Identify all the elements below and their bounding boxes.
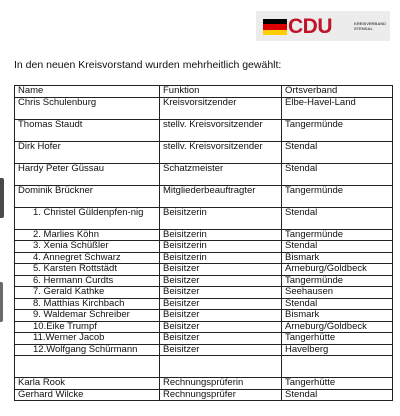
table-row [15, 264, 393, 276]
cell-name: Hardy Peter Güssau [15, 163, 160, 185]
cell-funktion: Beisitzer [160, 287, 282, 299]
cell-name: 11.Werner Jacob [15, 333, 160, 345]
cell-funktion [160, 356, 282, 378]
cell-name: Thomas Staudt [15, 119, 160, 141]
table-row [15, 119, 393, 141]
cell-ortsverband: Tangerhütte [282, 378, 393, 390]
cell-ortsverband: Bismark [282, 252, 393, 264]
cell-funktion: stellv. Kreisvorsitzender [160, 141, 282, 163]
window-edge-handle[interactable] [0, 178, 4, 218]
column-header-ortsverband: Ortsverband [282, 86, 393, 98]
cell-ortsverband: Stendal [282, 298, 393, 310]
cell-funktion: Rechnungsprüfer [160, 389, 282, 401]
table-row [15, 378, 393, 390]
cell-ortsverband: Bismark [282, 310, 393, 322]
column-header-name: Name [15, 86, 160, 98]
cell-ortsverband: Arneburg/Goldbeck [282, 321, 393, 333]
table-header-row [15, 86, 393, 98]
cell-funktion: Beisitzerin [160, 252, 282, 264]
cell-ortsverband: Seehausen [282, 287, 393, 299]
cell-name: Dirk Hofer [15, 141, 160, 163]
cell-ortsverband: Tangermünde [282, 185, 393, 207]
cell-ortsverband: Tangermünde [282, 119, 393, 141]
intro-text: In den neuen Kreisvorstand wurden mehrheitlich gewählt: [14, 59, 282, 71]
cell-funktion: Beisitzer [160, 310, 282, 322]
cell-funktion: Rechnungsprüferin [160, 378, 282, 390]
table-row [15, 344, 393, 356]
cell-funktion: Beisitzer [160, 264, 282, 276]
cell-name: Dominik Brückner [15, 185, 160, 207]
cell-funktion: Beisitzerin [160, 241, 282, 253]
column-header-funktion: Funktion [160, 86, 282, 98]
cell-ortsverband [282, 356, 393, 378]
cdu-logo-subline: KREISVERBAND STENDAL [354, 21, 387, 31]
table-row [15, 287, 393, 299]
cell-name [15, 356, 160, 378]
german-flag-icon [263, 19, 287, 35]
cdu-logo [256, 11, 390, 41]
cell-name: 6. Hermann Curdts [15, 275, 160, 287]
cell-ortsverband: Stendal [282, 241, 393, 253]
cell-ortsverband: Arneburg/Goldbeck [282, 264, 393, 276]
cell-name: 9. Waldemar Schreiber [15, 310, 160, 322]
table-row [15, 241, 393, 253]
cell-funktion: Beisitzer [160, 321, 282, 333]
cell-name: Chris Schulenburg [15, 97, 160, 119]
cell-name: 4. Annegret Schwarz [15, 252, 160, 264]
cell-ortsverband: Stendal [282, 207, 393, 229]
table-row [15, 389, 393, 401]
table-row [15, 310, 393, 322]
table-row [15, 275, 393, 287]
table-row [15, 207, 393, 229]
cell-name: Karla Rook [15, 378, 160, 390]
window-edge-handle[interactable] [0, 282, 3, 322]
cell-funktion: Beisitzer [160, 275, 282, 287]
cell-name: 10.Eike Trumpf [15, 321, 160, 333]
cell-ortsverband: Stendal [282, 141, 393, 163]
cell-ortsverband: Tangermünde [282, 275, 393, 287]
cell-ortsverband: Havelberg [282, 344, 393, 356]
table-row [15, 141, 393, 163]
cell-funktion: Beisitzerin [160, 207, 282, 229]
cell-name: 8. Matthias Kirchbach [15, 298, 160, 310]
cell-ortsverband: Stendal [282, 163, 393, 185]
cell-funktion: Beisitzer [160, 344, 282, 356]
table-row [15, 97, 393, 119]
cell-name: 3. Xenia Schüßler [15, 241, 160, 253]
table-row [15, 163, 393, 185]
cell-ortsverband: Stendal [282, 389, 393, 401]
cell-name: 7. Gerald Kathke [15, 287, 160, 299]
cell-funktion: Beisitzer [160, 298, 282, 310]
table-row [15, 321, 393, 333]
table-row [15, 252, 393, 264]
cell-ortsverband: Tangerhütte [282, 333, 393, 345]
cell-name: Gerhard Wilcke [15, 389, 160, 401]
cell-funktion: Beisitzer [160, 333, 282, 345]
table-row [15, 333, 393, 345]
cell-funktion: stellv. Kreisvorsitzender [160, 119, 282, 141]
table-row [15, 229, 393, 241]
cell-funktion: Kreisvorsitzender [160, 97, 282, 119]
cell-funktion: Schatzmeister [160, 163, 282, 185]
cell-name: 2. Marlies Köhn [15, 229, 160, 241]
cell-ortsverband: Tangermünde [282, 229, 393, 241]
cell-funktion: Mitgliederbeauftragter [160, 185, 282, 207]
cell-name: 12.Wolfgang Schürmann [15, 344, 160, 356]
cell-name: 1. Christel Güldenpfen-nig [15, 207, 160, 229]
cell-ortsverband: Elbe-Havel-Land [282, 97, 393, 119]
table-row [15, 185, 393, 207]
table-row [15, 298, 393, 310]
cell-name: 5. Karsten Rottstädt [15, 264, 160, 276]
cdu-logo-text: CDU [288, 15, 332, 38]
cell-funktion: Beisitzerin [160, 229, 282, 241]
kreisvorstand-table [14, 85, 393, 401]
table-row-empty [15, 356, 393, 378]
